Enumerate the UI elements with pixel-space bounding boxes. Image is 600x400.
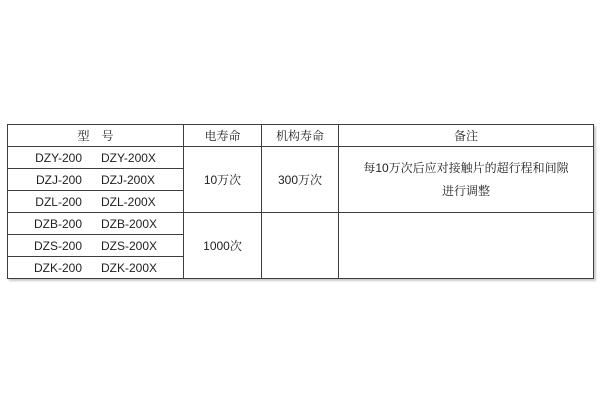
remark-cell-top xyxy=(339,147,594,213)
model-name: DZK-200 xyxy=(33,260,82,275)
remark-line-1: 每10万次后应对接触片的超行程和间隙 xyxy=(363,160,569,175)
model-name: DZJ-200X xyxy=(100,172,156,187)
model-cell-dzj xyxy=(8,169,184,191)
mechanical-life-value-bottom xyxy=(262,213,339,279)
model-name: DZS-200 xyxy=(33,238,82,253)
model-name: DZY-200 xyxy=(35,150,82,165)
header-electrical-life: 电寿命 xyxy=(184,125,262,147)
model-name: DZL-200 xyxy=(35,194,82,209)
spec-table xyxy=(7,124,594,279)
model-cell-dzl xyxy=(8,191,184,213)
header-mechanical-life: 机构寿命 xyxy=(262,125,339,147)
model-cell-dzb xyxy=(8,213,184,235)
model-name: DZJ-200 xyxy=(35,172,82,187)
electrical-life-value-top: 10万次 xyxy=(184,147,262,213)
model-name: DZB-200 xyxy=(33,216,82,231)
model-name: DZK-200X xyxy=(101,260,158,275)
model-cell-dzs xyxy=(8,235,184,257)
electrical-life-value-bottom: 1000次 xyxy=(184,213,262,279)
table-row xyxy=(8,213,594,235)
model-name: DZY-200X xyxy=(101,150,156,165)
remark-line-2: 进行调整 xyxy=(441,183,490,198)
model-cell-dzy xyxy=(8,147,184,169)
header-remark: 备注 xyxy=(339,125,594,147)
header-model: 型 号 xyxy=(8,125,184,147)
header-row xyxy=(8,125,594,147)
model-name: DZS-200X xyxy=(101,238,158,253)
table-row xyxy=(8,147,594,169)
model-name: DZB-200X xyxy=(101,216,158,231)
model-name: DZL-200X xyxy=(100,194,156,209)
mechanical-life-value-top: 300万次 xyxy=(262,147,339,213)
model-cell-dzk xyxy=(8,257,184,279)
remark-cell-bottom xyxy=(339,213,594,279)
